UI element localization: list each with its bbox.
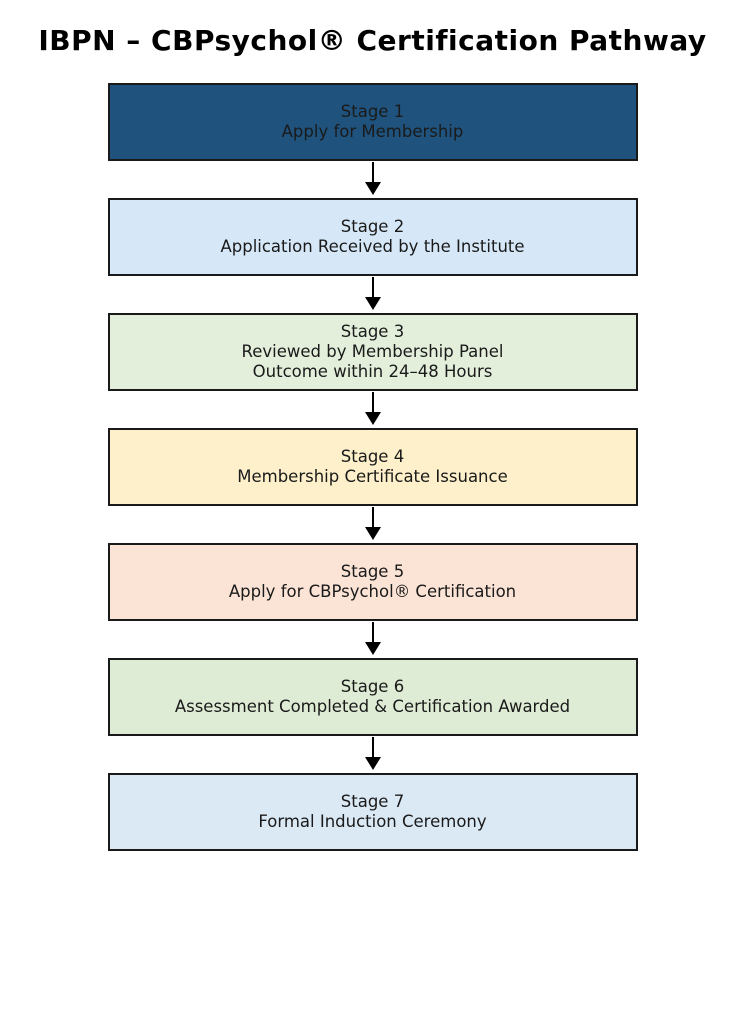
stage-4-box: [108, 428, 638, 506]
stage-5-description: Apply for CBPsychol® Certification: [228, 582, 517, 601]
stage-6-label: Stage 6: [340, 676, 405, 696]
arrow-down-icon: [365, 527, 381, 540]
arrow-down-icon: [365, 412, 381, 425]
arrow-down-icon: [365, 182, 381, 195]
stage-7-label: Stage 7: [340, 791, 405, 811]
stage-5-label: Stage 5: [340, 561, 405, 581]
stage-6-box: [108, 658, 638, 736]
stage-3-description: Reviewed by Membership Panel: [241, 341, 504, 361]
arrow-down-icon: [365, 642, 381, 655]
flow-arrow-6: [365, 736, 381, 773]
stage-3-outcome-note: Outcome within 24–48 Hours: [252, 362, 493, 382]
stage-3-label: Stage 3: [340, 321, 405, 341]
stage-1-description: Apply for Membership: [281, 122, 464, 141]
arrow-stem: [372, 622, 374, 642]
stage-4-label: Stage 4: [340, 446, 405, 466]
stage-1-label: Stage 1: [340, 101, 405, 121]
arrow-stem: [372, 737, 374, 757]
arrow-stem: [372, 507, 374, 527]
stage-5-box: [108, 543, 638, 621]
stage-2-description: Application Received by the Institute: [220, 237, 525, 256]
flow-arrow-2: [365, 276, 381, 313]
flow-arrow-5: [365, 621, 381, 658]
arrow-stem: [372, 392, 374, 412]
arrow-stem: [372, 162, 374, 182]
stage-6-description: Assessment Completed & Certification Awarded: [174, 697, 571, 716]
stage-7-description: Formal Induction Ceremony: [258, 812, 487, 831]
stage-2-label: Stage 2: [340, 216, 405, 236]
stage-4-description: Membership Certificate Issuance: [237, 467, 508, 486]
flow-arrow-3: [365, 391, 381, 428]
stage-7-box: [108, 773, 638, 851]
arrow-down-icon: [365, 297, 381, 310]
arrow-down-icon: [365, 757, 381, 770]
page-title: IBPN – CBPsychol® Certification Pathway: [38, 24, 707, 57]
certification-flowchart: [0, 83, 745, 851]
flow-arrow-1: [365, 161, 381, 198]
stage-2-box: [108, 198, 638, 276]
stage-3-box: [108, 313, 638, 391]
stage-1-box: [108, 83, 638, 161]
arrow-stem: [372, 277, 374, 297]
flow-arrow-4: [365, 506, 381, 543]
